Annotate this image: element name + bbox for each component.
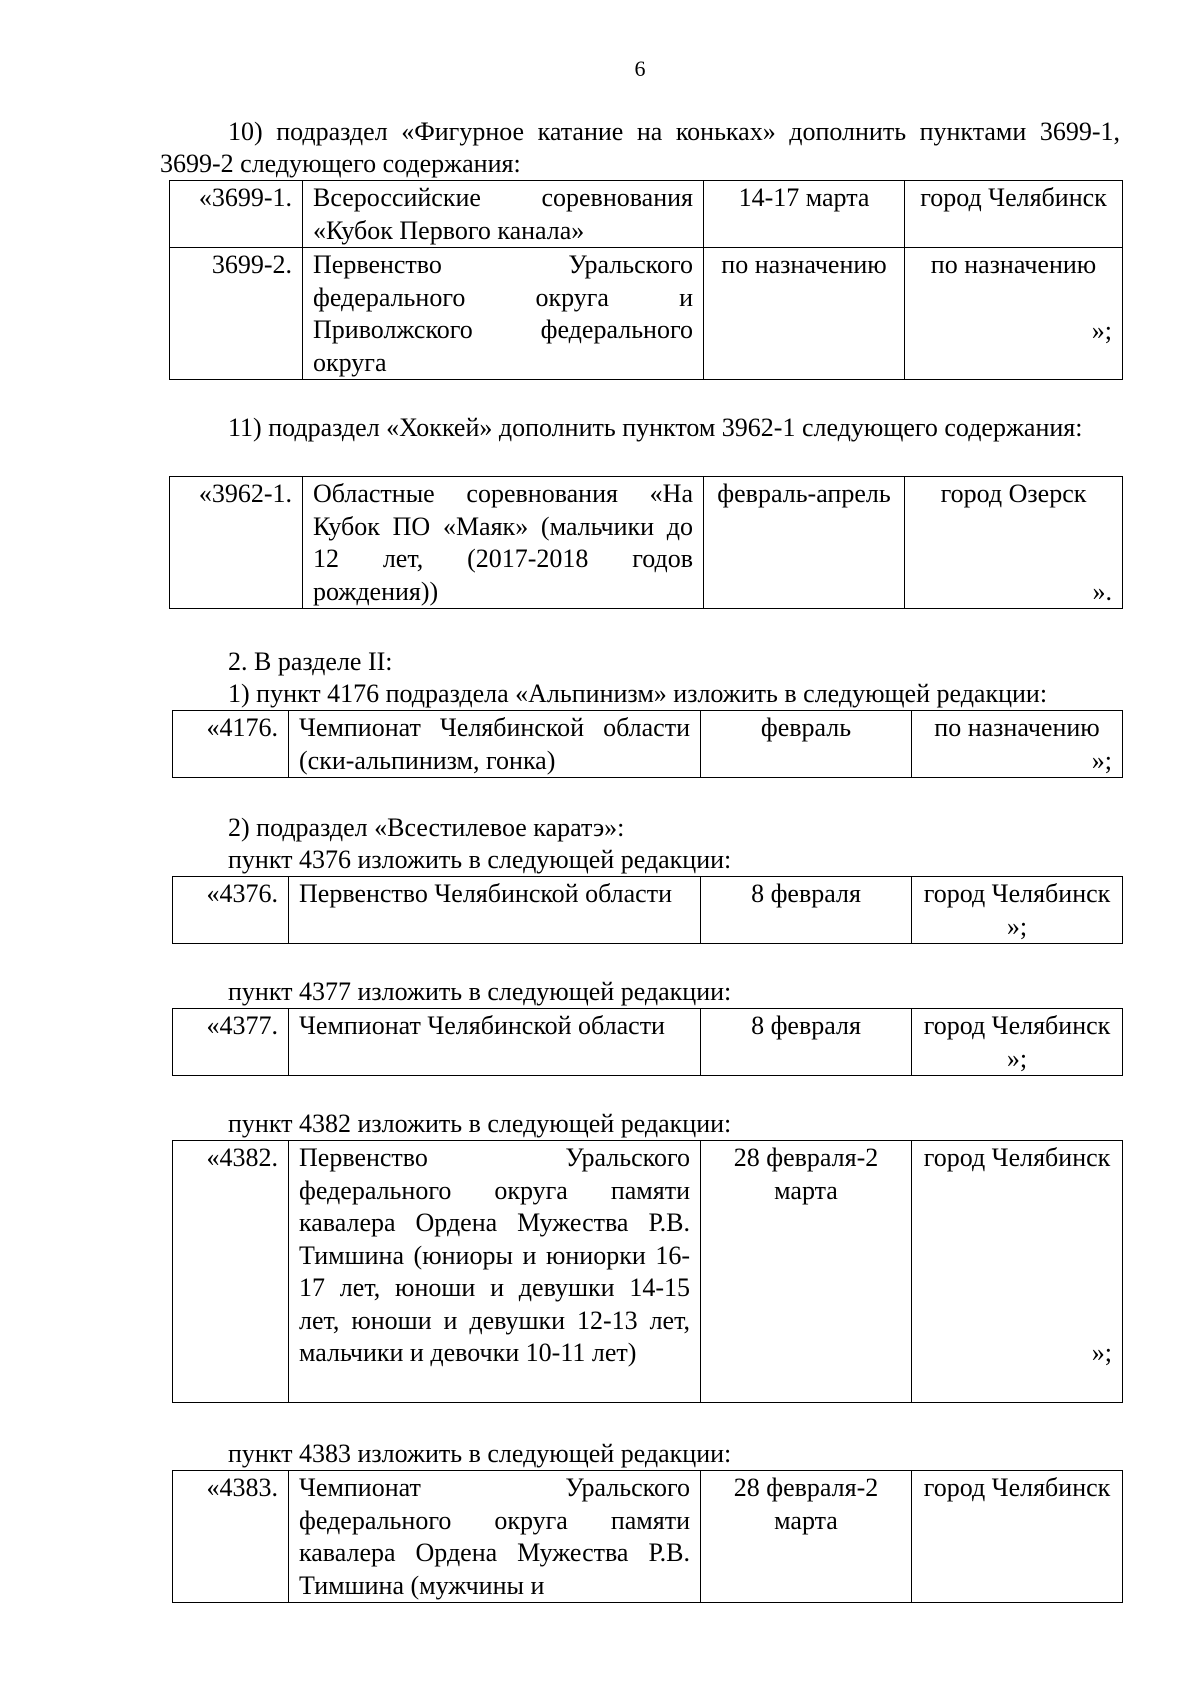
table-4376 (172, 876, 1123, 944)
item-4377-intro-block (160, 976, 1120, 1008)
table-row (173, 1009, 1123, 1076)
closing-quote: ». (1092, 576, 1112, 606)
event-place: город Челябинск (905, 181, 1123, 248)
event-place-text: по назначению (930, 250, 1097, 279)
karate-subsection-intro: 2) подраздел «Всестилевое каратэ»: (228, 813, 625, 842)
item-4382-intro-block (160, 1108, 1120, 1140)
closing-quote: »; (1091, 315, 1112, 345)
event-place (912, 1141, 1123, 1403)
page-number: 6 (634, 56, 646, 81)
event-name: Чемпионат Челябинской области (ски-альпинизм, гонка) (289, 711, 701, 778)
event-place (905, 477, 1123, 609)
event-name: Областные соревнования «На Кубок ПО «Маяк» (мальчики до 12 лет, (2017-2018 годов рождения)) (303, 477, 704, 609)
event-place: город Челябинск »; (912, 877, 1123, 944)
karate-intro (160, 812, 1120, 876)
item-number: «4377. (173, 1009, 289, 1076)
closing-quote: »; (1091, 1337, 1112, 1367)
section-10-intro-text: 10) подраздел «Фигурное катание на коньках» дополнить пунктами 3699-1, 3699-2 следующего содержания: (160, 117, 1120, 178)
event-name: Всероссийские соревнования «Кубок Первого канала» (303, 181, 704, 248)
table-row (173, 711, 1123, 778)
table-row (173, 1141, 1123, 1403)
section-11-intro (160, 412, 1120, 444)
table-row (170, 181, 1123, 248)
section-10-intro (160, 116, 1120, 180)
event-name: Первенство Челябинской области (289, 877, 701, 944)
table-section-10 (169, 180, 1123, 380)
event-place-text: город Челябинск (923, 1143, 1111, 1172)
item-4176-intro: 1) пункт 4176 подраздела «Альпинизм» изложить в следующей редакции: (228, 679, 1048, 708)
event-date: 8 февраля (701, 877, 912, 944)
event-place: город Челябинск (912, 1471, 1123, 1603)
item-number: «4382. (173, 1141, 289, 1403)
event-date: 28 февраля-2 марта (701, 1471, 912, 1603)
event-name: Первенство Уральского федерального округа памяти кавалера Ордена Мужества Р.В. Тимшина (юниоры и юниорки 16-17 лет, юноши и девушки 14-15 лет, юноши и девушки 12-13 лет, мальчики и девочки 10-11 лет) (289, 1141, 701, 1403)
table-4377 (172, 1008, 1123, 1076)
item-number: «3962-1. (170, 477, 303, 609)
item-number: «3699-1. (170, 181, 303, 248)
event-place (912, 711, 1123, 778)
table-4176 (172, 710, 1123, 778)
table-row (170, 248, 1123, 380)
event-date: февраль (701, 711, 912, 778)
event-name: Чемпионат Уральского федерального округа памяти кавалера Ордена Мужества Р.В. Тимшина (мужчины и (289, 1471, 701, 1603)
item-number: «4376. (173, 877, 289, 944)
event-date: 28 февраля-2 марта (701, 1141, 912, 1403)
item-number: «4383. (173, 1471, 289, 1603)
item-number: 3699-2. (170, 248, 303, 380)
table-row (173, 1471, 1123, 1603)
event-place: город Челябинск »; (912, 1009, 1123, 1076)
closing-quote: »; (1091, 745, 1112, 775)
event-place (905, 248, 1123, 380)
event-date: 14-17 марта (704, 181, 905, 248)
event-place-text: по назначению (934, 713, 1100, 742)
table-4383 (172, 1470, 1123, 1603)
section-ii-intro (160, 646, 1120, 710)
section-ii-heading: 2. В разделе II: (228, 647, 393, 676)
event-date: 8 февраля (701, 1009, 912, 1076)
item-4383-intro-block (160, 1438, 1120, 1470)
item-4377-intro: пункт 4377 изложить в следующей редакции: (228, 977, 732, 1006)
table-row (170, 477, 1123, 609)
table-row (173, 877, 1123, 944)
event-place-text: город Озерск (940, 479, 1087, 508)
event-name: Чемпионат Челябинской области (289, 1009, 701, 1076)
table-section-11 (169, 476, 1123, 609)
table-4382 (172, 1140, 1123, 1403)
item-4383-intro: пункт 4383 изложить в следующей редакции: (228, 1439, 732, 1468)
event-name: Первенство Уральского федерального округа и Приволжского федерального округа (303, 248, 704, 380)
event-date: февраль-апрель (704, 477, 905, 609)
section-11-intro-text: 11) подраздел «Хоккей» дополнить пунктом 3962-1 следующего содержания: (228, 413, 1083, 442)
event-date: по назначению (704, 248, 905, 380)
item-number: «4176. (173, 711, 289, 778)
item-4376-intro: пункт 4376 изложить в следующей редакции: (228, 845, 732, 874)
item-4382-intro: пункт 4382 изложить в следующей редакции: (228, 1109, 732, 1138)
